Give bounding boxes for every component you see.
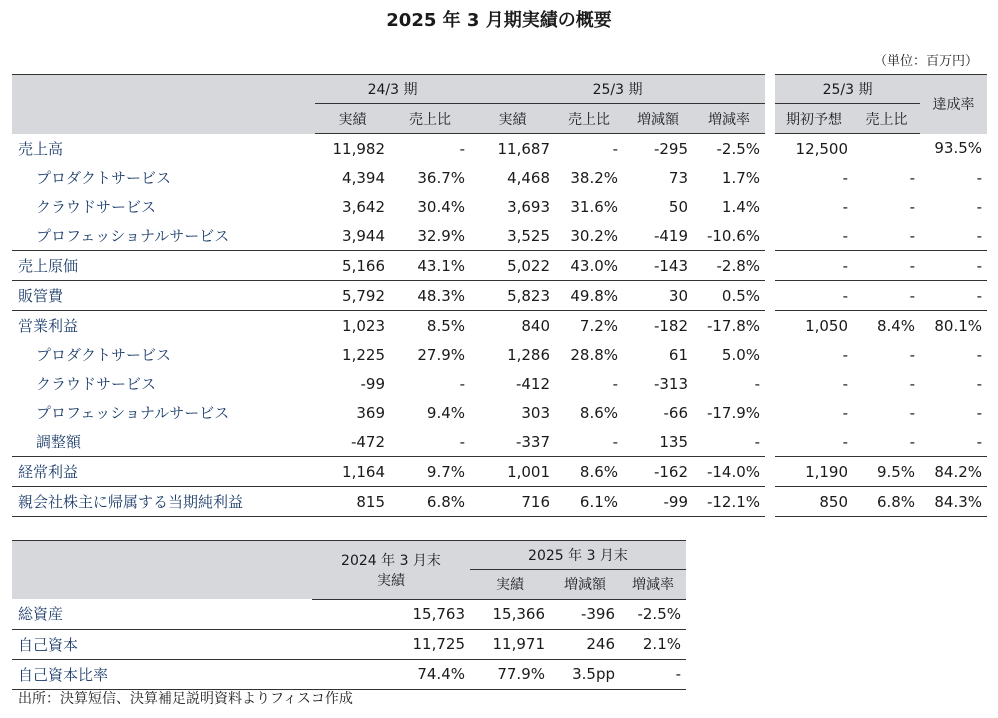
table-cell: 3,944 bbox=[342, 226, 385, 245]
table-cell: 50 bbox=[668, 197, 689, 216]
table-cell: - bbox=[976, 197, 983, 216]
table-cell: 93.5% bbox=[934, 139, 983, 158]
table-cell: -66 bbox=[663, 403, 689, 422]
table-cell: - bbox=[909, 432, 916, 451]
table-cell: -2.8% bbox=[693, 251, 765, 281]
table-cell: - bbox=[976, 168, 983, 187]
table-cell: 1,286 bbox=[507, 345, 551, 364]
header-change-rate: 増減率 bbox=[693, 104, 765, 134]
header-actual-2024: 実績 bbox=[312, 570, 470, 600]
table-cell: 1,050 bbox=[775, 311, 853, 341]
table-row bbox=[12, 192, 987, 221]
table-cell: - bbox=[459, 139, 466, 158]
table-cell: - bbox=[612, 432, 619, 451]
table-cell: - bbox=[842, 345, 849, 364]
table-cell: 135 bbox=[659, 432, 689, 451]
header-initial-forecast: 期初予想 bbox=[775, 104, 853, 134]
table-cell: 1,190 bbox=[775, 457, 853, 487]
table-cell: - bbox=[612, 139, 619, 158]
table-cell: -2.5% bbox=[637, 605, 681, 623]
table-row bbox=[12, 599, 686, 629]
table-cell: 369 bbox=[356, 403, 385, 422]
table-cell: - bbox=[842, 226, 849, 245]
table-cell: - bbox=[754, 374, 761, 393]
table-cell: - bbox=[976, 226, 983, 245]
table-cell: 7.2% bbox=[555, 311, 623, 341]
table-cell: 2.1% bbox=[620, 629, 686, 659]
table-cell: -472 bbox=[350, 432, 385, 451]
table-cell: 9.4% bbox=[426, 403, 466, 422]
row-label: クラウドサービス bbox=[36, 375, 157, 393]
table-cell: 15,763 bbox=[412, 605, 465, 623]
table-cell: 3.5pp bbox=[550, 659, 620, 689]
table-cell: 36.7% bbox=[417, 168, 466, 187]
table-cell: 4,394 bbox=[342, 168, 385, 187]
table-cell: 5,823 bbox=[470, 281, 555, 311]
column-gap bbox=[765, 281, 775, 311]
column-gap bbox=[765, 398, 775, 427]
table-cell: 11,687 bbox=[497, 139, 551, 158]
table-cell: - bbox=[909, 197, 916, 216]
table-cell: - bbox=[842, 403, 849, 422]
table-cell: 303 bbox=[521, 403, 551, 422]
row-label: 自己資本 bbox=[12, 629, 312, 659]
table-cell: 4,468 bbox=[507, 168, 551, 187]
table-cell: - bbox=[976, 345, 983, 364]
table-cell: 3,642 bbox=[342, 197, 385, 216]
header-forecast-ratio: 売上比 bbox=[853, 104, 920, 134]
table-row bbox=[12, 281, 987, 311]
table-cell: 32.9% bbox=[417, 226, 466, 245]
table-cell: - bbox=[842, 374, 849, 393]
row-label: 経常利益 bbox=[12, 457, 315, 487]
header-change-amount: 増減額 bbox=[550, 570, 620, 600]
table-row bbox=[12, 369, 987, 398]
table-cell: - bbox=[775, 281, 853, 311]
table-cell: 5,166 bbox=[315, 251, 390, 281]
table-cell: 84.3% bbox=[920, 487, 987, 517]
table-cell: 31.6% bbox=[570, 197, 619, 216]
header-blank bbox=[12, 541, 312, 600]
table-row bbox=[12, 457, 987, 487]
column-gap bbox=[765, 192, 775, 221]
column-gap bbox=[765, 457, 775, 487]
table-cell: 43.0% bbox=[555, 251, 623, 281]
table-cell: 48.3% bbox=[390, 281, 470, 311]
header-period-25: 25/3 期 bbox=[470, 75, 765, 104]
table-cell: -337 bbox=[515, 432, 551, 451]
table-cell: 5.0% bbox=[721, 345, 761, 364]
table-cell: 43.1% bbox=[390, 251, 470, 281]
table-row bbox=[12, 163, 987, 192]
header-end-2025: 2025 年 3 月末 bbox=[470, 541, 686, 570]
table-row bbox=[12, 251, 987, 281]
table-cell: 3,693 bbox=[507, 197, 551, 216]
page-title: 2025 年 3 月期実績の概要 bbox=[386, 10, 612, 31]
table-cell: -17.8% bbox=[693, 311, 765, 341]
table-cell: 73 bbox=[668, 168, 689, 187]
header-ratio-24: 売上比 bbox=[390, 104, 470, 134]
row-label: 販管費 bbox=[12, 281, 315, 311]
table-cell: - bbox=[842, 168, 849, 187]
table-cell: 8.6% bbox=[555, 457, 623, 487]
table-cell: 6.1% bbox=[555, 487, 623, 517]
header-ratio-25: 売上比 bbox=[555, 104, 623, 134]
table-cell: 9.7% bbox=[390, 457, 470, 487]
table-cell: 15,366 bbox=[492, 605, 545, 623]
table-cell: - bbox=[909, 168, 916, 187]
column-gap bbox=[765, 311, 775, 341]
table-cell: - bbox=[920, 281, 987, 311]
table-cell: -162 bbox=[623, 457, 693, 487]
table-cell: -295 bbox=[653, 139, 689, 158]
header-actual-25: 実績 bbox=[470, 104, 555, 134]
table-cell: - bbox=[976, 403, 983, 422]
table-row bbox=[12, 134, 987, 164]
header-change-amount: 増減額 bbox=[623, 104, 693, 134]
header-forecast-period: 25/3 期 bbox=[775, 75, 920, 104]
table-cell: - bbox=[842, 197, 849, 216]
header-end-2024: 2024 年 3 月末 bbox=[312, 541, 470, 570]
row-label: 営業利益 bbox=[12, 311, 315, 341]
column-gap bbox=[765, 163, 775, 192]
table-cell: -396 bbox=[580, 605, 615, 623]
table-cell: 9.5% bbox=[853, 457, 920, 487]
header-blank bbox=[12, 75, 315, 134]
table-cell: - bbox=[853, 251, 920, 281]
table-cell: 6.8% bbox=[390, 487, 470, 517]
source-footnote: 出所：決算短信、決算補足説明資料よりフィスコ作成 bbox=[18, 691, 353, 707]
row-label: 調整額 bbox=[36, 433, 82, 451]
table-cell: 80.1% bbox=[920, 311, 987, 341]
table-cell: - bbox=[459, 432, 466, 451]
table-cell: 11,725 bbox=[312, 629, 470, 659]
table-cell: - bbox=[459, 374, 466, 393]
table-cell: - bbox=[976, 374, 983, 393]
table-row bbox=[12, 340, 987, 369]
table-cell: -419 bbox=[653, 226, 689, 245]
table-cell: 30 bbox=[623, 281, 693, 311]
column-gap bbox=[765, 340, 775, 369]
table-cell: 77.9% bbox=[470, 659, 550, 689]
table-cell: 8.5% bbox=[390, 311, 470, 341]
column-gap bbox=[765, 251, 775, 281]
table-row bbox=[12, 221, 987, 251]
table-cell: 27.9% bbox=[417, 345, 466, 364]
table-row bbox=[12, 659, 686, 689]
table-cell: -99 bbox=[623, 487, 693, 517]
column-gap bbox=[765, 134, 775, 164]
table-cell: 5,792 bbox=[315, 281, 390, 311]
table-cell: - bbox=[620, 659, 686, 689]
table-cell: -313 bbox=[653, 374, 689, 393]
column-gap bbox=[765, 487, 775, 517]
table-cell: 246 bbox=[550, 629, 620, 659]
table-cell: 8.4% bbox=[853, 311, 920, 341]
table-cell: -182 bbox=[623, 311, 693, 341]
table-cell: 3,525 bbox=[507, 226, 551, 245]
table-cell: - bbox=[909, 226, 916, 245]
table-cell: -14.0% bbox=[693, 457, 765, 487]
row-label: 自己資本比率 bbox=[12, 659, 312, 689]
row-label: 親会社株主に帰属する当期純利益 bbox=[12, 487, 315, 517]
table-cell: 84.2% bbox=[920, 457, 987, 487]
table-cell: - bbox=[909, 345, 916, 364]
results-table bbox=[12, 74, 987, 517]
table-cell: 8.6% bbox=[579, 403, 619, 422]
header-gap bbox=[765, 75, 775, 134]
table-cell: -12.1% bbox=[693, 487, 765, 517]
header-actual-2025: 実績 bbox=[470, 570, 550, 600]
table-row bbox=[12, 398, 987, 427]
table-cell: 30.4% bbox=[417, 197, 466, 216]
table-cell: 6.8% bbox=[853, 487, 920, 517]
table-cell: - bbox=[976, 432, 983, 451]
table-cell: 74.4% bbox=[312, 659, 470, 689]
table-row bbox=[12, 487, 987, 517]
table-cell: 815 bbox=[315, 487, 390, 517]
table-cell bbox=[853, 134, 920, 164]
column-gap bbox=[765, 369, 775, 398]
table-cell: - bbox=[612, 374, 619, 393]
table-cell: 28.8% bbox=[570, 345, 619, 364]
row-label: プロダクトサービス bbox=[36, 169, 172, 187]
row-label: プロフェッショナルサービス bbox=[36, 227, 230, 245]
table-cell: - bbox=[754, 432, 761, 451]
table-cell: 1,023 bbox=[315, 311, 390, 341]
table-cell: -2.5% bbox=[716, 139, 761, 158]
table-cell: -17.9% bbox=[706, 403, 761, 422]
table-row bbox=[12, 427, 987, 457]
header-actual-24: 実績 bbox=[315, 104, 390, 134]
table-cell: 1.7% bbox=[721, 168, 761, 187]
table-cell: 30.2% bbox=[570, 226, 619, 245]
table-cell: -10.6% bbox=[706, 226, 761, 245]
table-cell: 0.5% bbox=[693, 281, 765, 311]
table-row bbox=[12, 629, 686, 659]
balance-table bbox=[12, 540, 686, 690]
column-gap bbox=[765, 427, 775, 457]
header-change-rate: 増減率 bbox=[620, 570, 686, 600]
row-label: プロダクトサービス bbox=[36, 346, 172, 364]
table-cell: - bbox=[909, 403, 916, 422]
table-cell: 840 bbox=[470, 311, 555, 341]
table-cell: 11,982 bbox=[332, 139, 385, 158]
row-label: プロフェッショナルサービス bbox=[36, 404, 230, 422]
column-gap bbox=[765, 221, 775, 251]
table-cell: 12,500 bbox=[795, 139, 849, 158]
table-cell: 1,001 bbox=[470, 457, 555, 487]
table-cell: 1,225 bbox=[342, 345, 385, 364]
table-cell: -99 bbox=[360, 374, 385, 393]
row-label: 売上高 bbox=[18, 139, 64, 158]
row-label: 総資産 bbox=[18, 605, 64, 624]
table-cell: 1,164 bbox=[315, 457, 390, 487]
row-label: 売上原価 bbox=[12, 251, 315, 281]
table-cell: -143 bbox=[623, 251, 693, 281]
table-row bbox=[12, 311, 987, 341]
table-cell: - bbox=[920, 251, 987, 281]
table-cell: 1.4% bbox=[721, 197, 761, 216]
table-cell: 5,022 bbox=[470, 251, 555, 281]
table-cell: 61 bbox=[668, 345, 689, 364]
table-cell: - bbox=[853, 281, 920, 311]
unit-note: （単位：百万円） bbox=[873, 54, 978, 69]
table-cell: 850 bbox=[775, 487, 853, 517]
table-cell: 49.8% bbox=[555, 281, 623, 311]
table-cell: - bbox=[842, 432, 849, 451]
table-cell: 11,971 bbox=[470, 629, 550, 659]
table-cell: -412 bbox=[515, 374, 551, 393]
table-cell: - bbox=[775, 251, 853, 281]
header-period-24: 24/3 期 bbox=[315, 75, 470, 104]
row-label: クラウドサービス bbox=[36, 198, 157, 216]
table-cell: 38.2% bbox=[570, 168, 619, 187]
header-achievement: 達成率 bbox=[920, 75, 987, 134]
table-cell: 716 bbox=[470, 487, 555, 517]
table-cell: - bbox=[909, 374, 916, 393]
